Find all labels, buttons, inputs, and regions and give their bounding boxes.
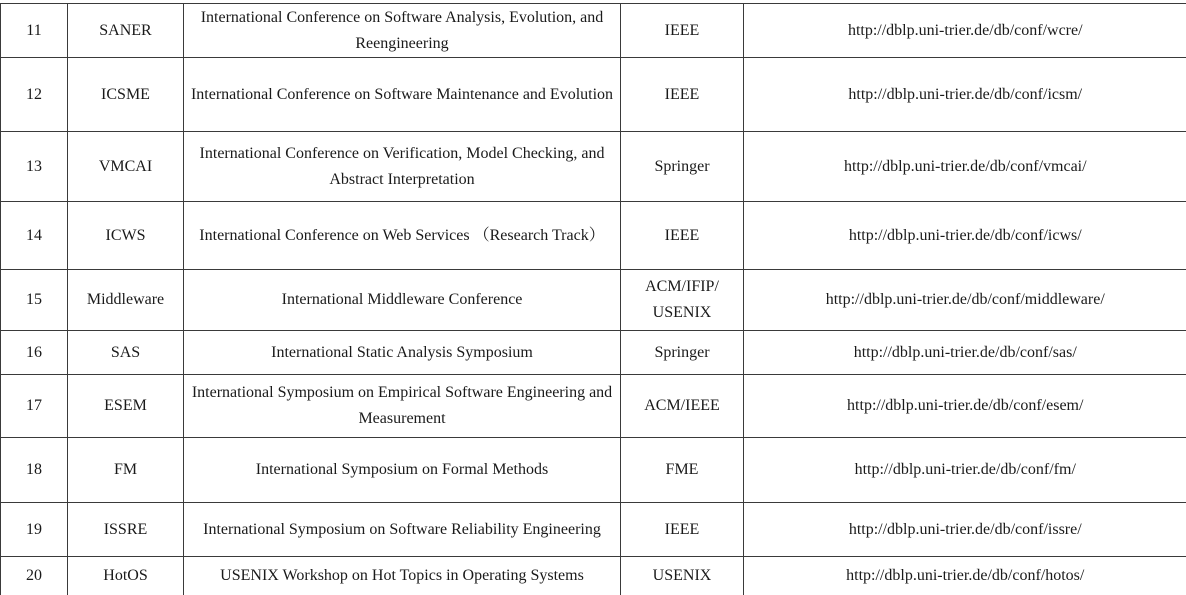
publisher: IEEE — [621, 202, 744, 270]
conference-abbreviation: ISSRE — [68, 503, 184, 557]
publisher: USENIX — [621, 557, 744, 595]
conference-name: USENIX Workshop on Hot Topics in Operating Systems — [184, 557, 621, 595]
table-row — [1, 331, 1186, 375]
table-row — [1, 557, 1186, 595]
row-number: 14 — [1, 202, 68, 270]
row-number: 11 — [1, 4, 68, 58]
row-number: 15 — [1, 270, 68, 331]
dblp-url: http://dblp.uni-trier.de/db/conf/vmcai/ — [744, 132, 1186, 202]
conference-name: International Middleware Conference — [184, 270, 621, 331]
conference-abbreviation: VMCAI — [68, 132, 184, 202]
table-row — [1, 202, 1186, 270]
dblp-url: http://dblp.uni-trier.de/db/conf/icsm/ — [744, 58, 1186, 132]
dblp-url: http://dblp.uni-trier.de/db/conf/middleware/ — [744, 270, 1186, 331]
publisher: IEEE — [621, 58, 744, 132]
dblp-url: http://dblp.uni-trier.de/db/conf/sas/ — [744, 331, 1186, 375]
conference-abbreviation: ESEM — [68, 375, 184, 438]
conference-abbreviation: Middleware — [68, 270, 184, 331]
table-row — [1, 270, 1186, 331]
conference-abbreviation: HotOS — [68, 557, 184, 595]
conference-name: International Conference on Web Services （Research Track） — [184, 202, 621, 270]
dblp-url: http://dblp.uni-trier.de/db/conf/icws/ — [744, 202, 1186, 270]
publisher: ACM/IEEE — [621, 375, 744, 438]
publisher: Springer — [621, 331, 744, 375]
conference-name: International Conference on Software Analysis, Evolution, and Reengineering — [184, 4, 621, 58]
conference-name: International Conference on Software Maintenance and Evolution — [184, 58, 621, 132]
conference-table — [0, 3, 1186, 595]
table-row — [1, 58, 1186, 132]
publisher: ACM/IFIP/ USENIX — [621, 270, 744, 331]
row-number: 16 — [1, 331, 68, 375]
conference-abbreviation: SANER — [68, 4, 184, 58]
dblp-url: http://dblp.uni-trier.de/db/conf/fm/ — [744, 438, 1186, 503]
dblp-url: http://dblp.uni-trier.de/db/conf/issre/ — [744, 503, 1186, 557]
table-row — [1, 4, 1186, 58]
publisher: FME — [621, 438, 744, 503]
row-number: 20 — [1, 557, 68, 595]
table-row — [1, 503, 1186, 557]
conference-name: International Symposium on Software Reliability Engineering — [184, 503, 621, 557]
dblp-url: http://dblp.uni-trier.de/db/conf/wcre/ — [744, 4, 1186, 58]
conference-abbreviation: FM — [68, 438, 184, 503]
row-number: 13 — [1, 132, 68, 202]
row-number: 18 — [1, 438, 68, 503]
publisher: Springer — [621, 132, 744, 202]
conference-abbreviation: ICSME — [68, 58, 184, 132]
conference-name: International Symposium on Empirical Software Engineering and Measurement — [184, 375, 621, 438]
conference-abbreviation: ICWS — [68, 202, 184, 270]
row-number: 17 — [1, 375, 68, 438]
dblp-url: http://dblp.uni-trier.de/db/conf/esem/ — [744, 375, 1186, 438]
dblp-url: http://dblp.uni-trier.de/db/conf/hotos/ — [744, 557, 1186, 595]
row-number: 19 — [1, 503, 68, 557]
conference-abbreviation: SAS — [68, 331, 184, 375]
conference-name: International Static Analysis Symposium — [184, 331, 621, 375]
row-number: 12 — [1, 58, 68, 132]
table-row — [1, 438, 1186, 503]
publisher: IEEE — [621, 503, 744, 557]
table-row — [1, 375, 1186, 438]
conference-name: International Conference on Verification, Model Checking, and Abstract Interpretation — [184, 132, 621, 202]
publisher: IEEE — [621, 4, 744, 58]
table-row — [1, 132, 1186, 202]
conference-name: International Symposium on Formal Methods — [184, 438, 621, 503]
